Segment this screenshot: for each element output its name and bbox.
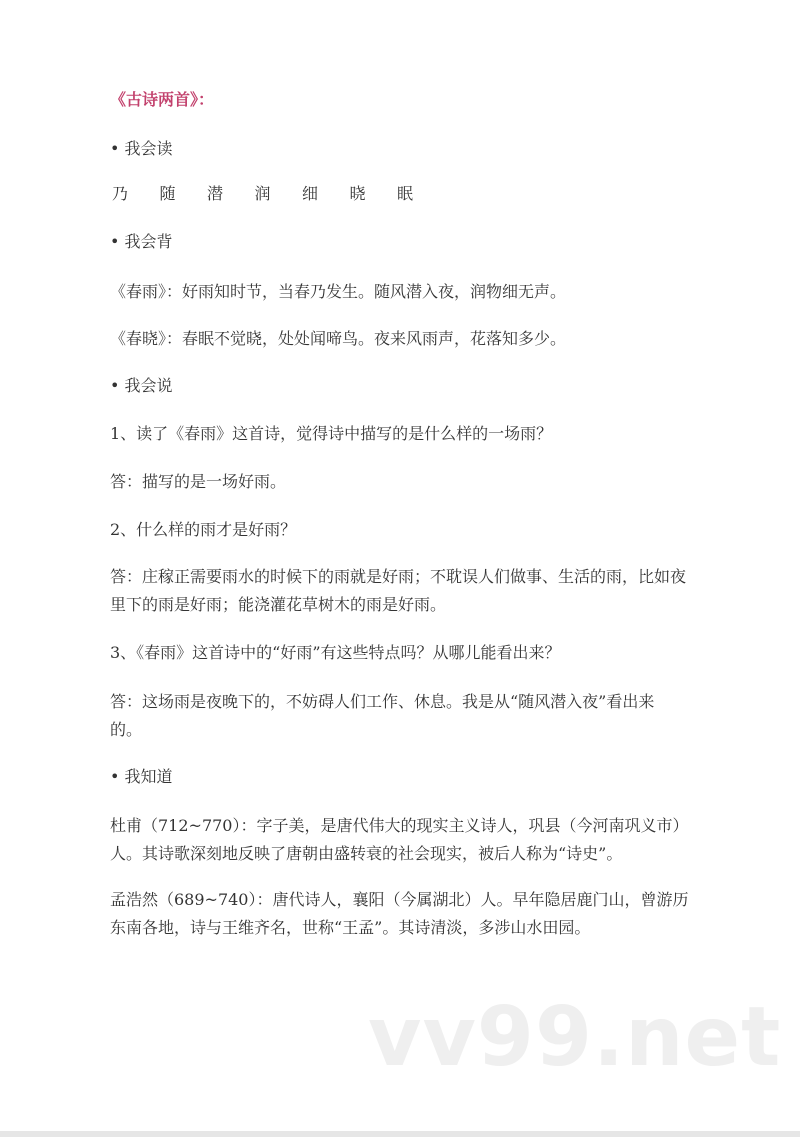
question-1: 1、读了《春雨》这首诗，觉得诗中描写的是什么样的一场雨？ [110, 424, 553, 443]
poet-dufu-line2: 人。其诗歌深刻地反映了唐朝由盛转衰的社会现实，被后人称为“诗史”。 [110, 844, 623, 863]
char: 眠 [397, 184, 414, 203]
char: 晓 [349, 184, 366, 203]
doc-title: 《古诗两首》： [110, 90, 215, 109]
char: 细 [302, 184, 319, 203]
watermark: vv99.net [368, 990, 782, 1085]
answer-1: 答：描写的是一场好雨。 [110, 472, 287, 491]
char: 潜 [207, 184, 224, 203]
section-speak: • 我会说 [110, 376, 173, 395]
poem-chunxiao: 《春晓》：春眠不觉晓，处处闻啼鸟。夜来风雨声，花落知多少。 [110, 329, 567, 348]
poet-dufu-line1: 杜甫（712~770）：字子美，是唐代伟大的现实主义诗人，巩县（今河南巩义市） [110, 816, 689, 835]
char: 乃 [112, 184, 129, 203]
section-recite: • 我会背 [110, 232, 173, 251]
char: 润 [254, 184, 271, 203]
answer-2-line1: 答：庄稼正需要雨水的时候下的雨就是好雨；不耽误人们做事、生活的雨，比如夜 [110, 567, 687, 586]
char: 随 [159, 184, 176, 203]
page-bottom-edge [0, 1131, 800, 1137]
answer-3-line1: 答：这场雨是夜晚下的，不妨碍人们工作、休息。我是从“随风潜入夜”看出来 [110, 692, 655, 711]
section-read: • 我会读 [110, 139, 173, 158]
answer-3-line2: 的。 [110, 720, 143, 739]
char-list [112, 180, 445, 208]
poet-menghaoran-line1: 孟浩然（689~740）：唐代诗人，襄阳（今属湖北）人。早年隐居鹿门山，曾游历 [110, 890, 689, 909]
poet-menghaoran-line2: 东南各地，诗与王维齐名，世称“王孟”。其诗清淡，多涉山水田园。 [110, 918, 591, 937]
section-know: • 我知道 [110, 767, 173, 786]
question-2: 2、什么样的雨才是好雨？ [110, 520, 297, 539]
poem-chunyu: 《春雨》：好雨知时节，当春乃发生。随风潜入夜，润物细无声。 [110, 282, 567, 301]
answer-2-line2: 里下的雨是好雨；能浇灌花草树木的雨是好雨。 [110, 595, 447, 614]
question-3: 3、《春雨》这首诗中的“好雨”有这些特点吗？从哪儿能看出来？ [110, 643, 561, 662]
